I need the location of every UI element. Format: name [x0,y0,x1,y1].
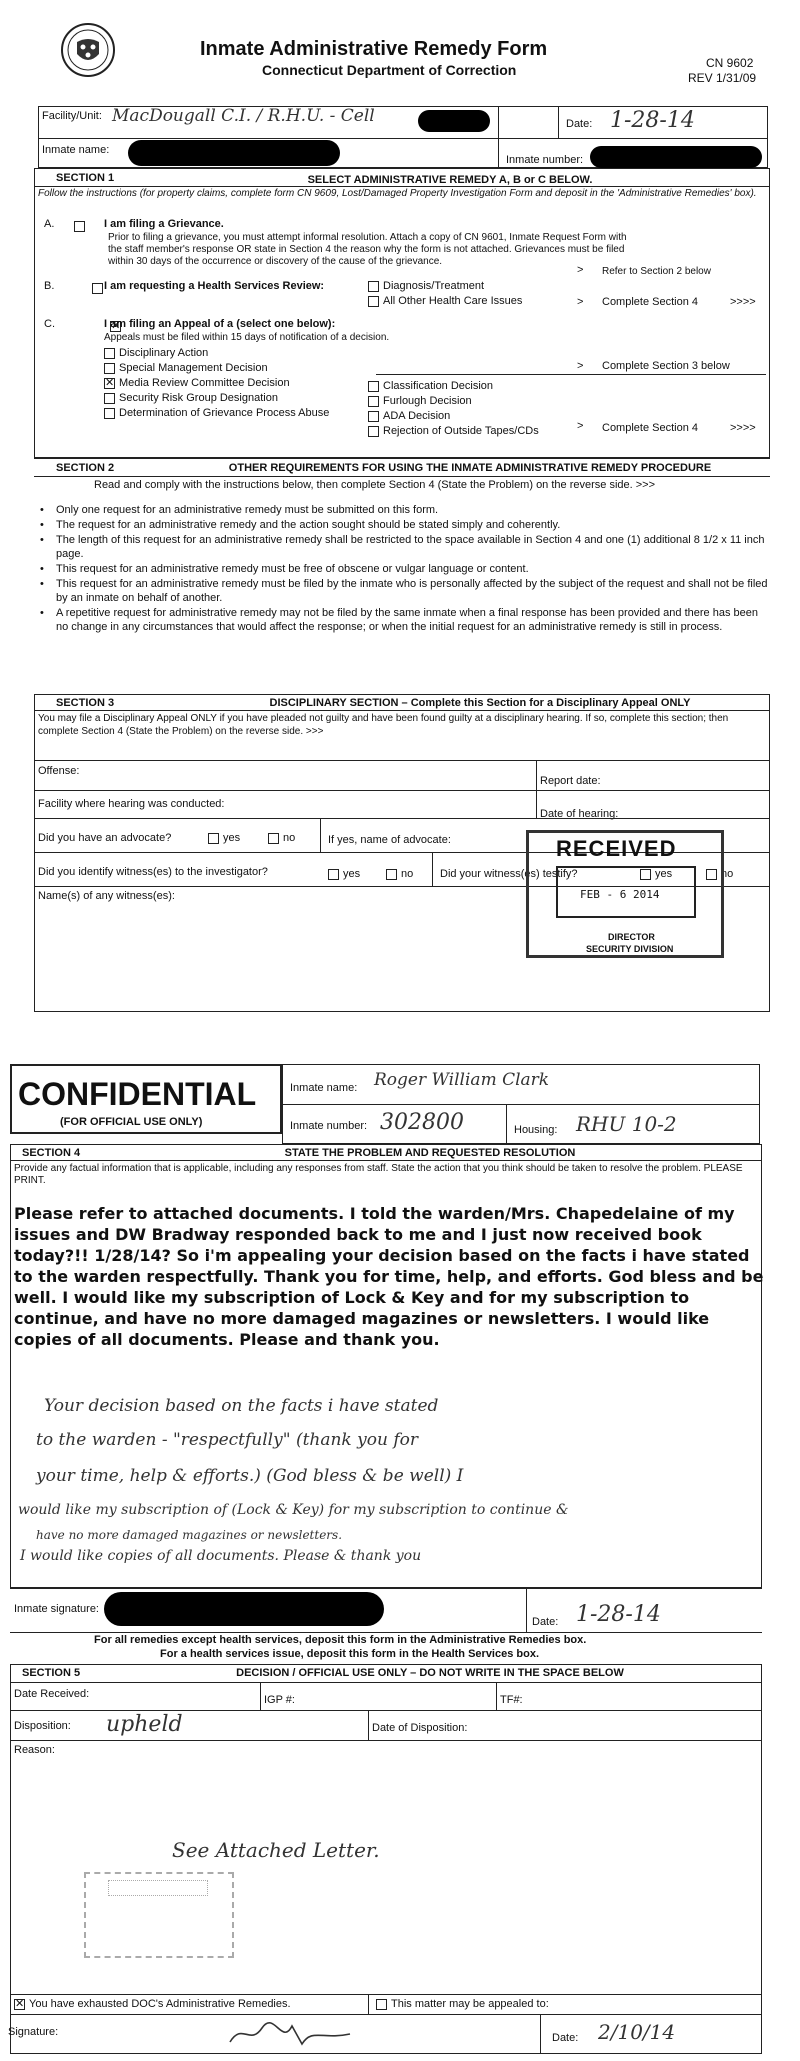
special-mgmt-checkbox[interactable] [104,363,115,374]
testify-yes-label: yes [655,868,673,880]
date-disposition-label: Date of Disposition: [372,1722,468,1734]
option-a-arrow: > [577,264,584,276]
offense-label: Offense: [38,765,80,777]
form-subtitle: Connecticut Department of Correction [262,62,517,78]
section-3-intro: You may file a Disciplinary Appeal ONLY if you have pleaded not guilty and have been found guilty at a disciplinary hearing. If so, complete this section; then complete Section 4 (State the Problem) on the reverse side. >>> [38,713,729,737]
option-c-complete-3: Complete Section 3 below [602,360,730,372]
handwriting-line-3: your time, help & efforts.) (God bless & be well) I [36,1466,464,1486]
date-received-label: Date Received: [14,1688,90,1700]
facility-value: MacDougall C.I. / R.H.U. - Cell [112,106,375,126]
option-a-heading: I am filing a Grievance. [104,218,224,230]
option-c-special: Special Management Decision [119,362,268,374]
advocate-no-checkbox[interactable] [268,833,279,844]
requirement-item: • This request for an administrative remedy must be free of obscene or vulgar language or content. [40,562,770,576]
report-date-label: Report date: [540,775,601,787]
witness-names-label: Name(s) of any witness(es): [38,890,175,902]
requirement-item: • The length of this request for an administrative remedy shall be restricted to the space available in Section 4 and one (1) additional 8 1/2 x 11 inch page. [40,533,770,561]
identify-yes-label: yes [343,868,361,880]
reason-value: See Attached Letter. [172,1838,380,1862]
inmate-name-label: Inmate name: [42,144,110,156]
official-date-value: 2/10/14 [598,2020,676,2044]
section-2-title: OTHER REQUIREMENTS FOR USING THE INMATE ADMINISTRATIVE REMEDY PROCEDURE [228,462,712,474]
redaction-number [590,146,762,168]
witness-testify-question: Did your witness(es) testify? [440,868,578,880]
security-risk-checkbox[interactable] [104,393,115,404]
option-b-heading: I am requesting a Health Services Review: [104,280,325,292]
stamp-title: RECEIVED [556,836,677,861]
appealed-label: This matter may be appealed to: [391,1998,549,2010]
option-c-grievance: Determination of Grievance Process Abuse [119,407,330,419]
section-2-label: SECTION 2 [56,462,115,474]
option-a-text-3: within 30 days of the occurrence or discovery of the cause of the grievance. [108,256,443,267]
confidential-title: CONFIDENTIAL [18,1076,257,1112]
facility-label: Facility/Unit: [42,110,102,122]
appealed-checkbox[interactable] [376,1999,387,2010]
inmate-name-value: Roger William Clark [374,1070,550,1090]
option-b-diagnosis: Diagnosis/Treatment [383,280,485,292]
igp-label: IGP #: [264,1694,295,1706]
form-revision: REV 1/31/09 [688,71,757,85]
housing-label: Housing: [514,1124,558,1136]
option-c-arrow-3: > [577,360,584,372]
inmate-number-label: Inmate number: [506,154,584,166]
disposition-label: Disposition: [14,1720,71,1732]
option-c-classification: Classification Decision [383,380,494,392]
section-2-requirements [40,503,770,635]
health-review-checkbox[interactable] [92,283,103,294]
stamp-line-2: SECURITY DIVISION [586,944,674,954]
option-b-arrow: > [577,296,584,308]
section-1-label: SECTION 1 [56,172,115,184]
disciplinary-checkbox[interactable] [104,348,115,359]
stamp-line-1: DIRECTOR [608,932,655,942]
section-5-label: SECTION 5 [22,1667,81,1679]
form-title: Inmate Administrative Remedy Form [200,38,548,60]
option-c-arrows: >>>> [730,422,756,434]
option-c-disciplinary: Disciplinary Action [119,347,209,359]
option-c-heading: I am filing an Appeal of a (select one below): [104,318,336,330]
furlough-checkbox[interactable] [368,396,379,407]
requirement-item: • The request for an administrative remedy and the action sought should be stated simply and coherently. [40,518,770,532]
connecticut-seal-icon [60,22,116,78]
option-b-letter: B. [44,280,55,292]
option-c-text: Appeals must be filed within 15 days of notification of a decision. [104,332,390,343]
exhausted-label: You have exhausted DOC's Administrative Remedies. [29,1998,291,2010]
signature-date-label: Date: [532,1616,559,1628]
media-review-checkbox[interactable] [104,378,115,389]
advocate-no-label: no [283,832,296,844]
faded-stamp-inner [108,1880,208,1896]
advocate-question: Did you have an advocate? [38,832,172,844]
inmate-name-label-2: Inmate name: [290,1082,358,1094]
official-signature-mark [226,2016,356,2050]
section-3-label: SECTION 3 [56,697,115,709]
section-4-label: SECTION 4 [22,1147,81,1159]
date-value: 1-28-14 [610,108,695,133]
disposition-value: upheld [106,1712,183,1737]
option-c-security: Security Risk Group Designation [119,392,278,404]
option-a-letter: A. [44,218,55,230]
redaction-cell [418,110,490,132]
requirement-item: • A repetitive request for administrative remedy may not be filed by the same inmate when a final response has been provided and there has been no change in any circumstances that would affect the response; or when the initial request for an administrative remedy is still in process. [40,606,770,634]
witness-identify-question: Did you identify witness(es) to the investigator? [38,866,268,878]
inmate-number-label-2: Inmate number: [290,1120,368,1132]
testify-no-label: no [721,868,734,880]
option-c-arrow-4: > [577,420,584,432]
other-health-checkbox[interactable] [368,296,379,307]
inmate-number-value: 302800 [380,1110,464,1135]
official-date-label: Date: [552,2032,579,2044]
section-3-title: DISCIPLINARY SECTION – Complete this Section for a Disciplinary Appeal ONLY [269,697,691,709]
date-hearing-label: Date of hearing: [540,808,619,820]
option-c-furlough: Furlough Decision [383,395,472,407]
inmate-signature-label: Inmate signature: [14,1603,99,1615]
official-use-label: (FOR OFFICIAL USE ONLY) [60,1116,203,1128]
option-a-refer: Refer to Section 2 below [602,266,711,277]
handwriting-line-2: to the warden - "respectfully" (thank you for [36,1430,418,1450]
identify-yes-checkbox[interactable] [328,869,339,880]
form-code: CN 9602 [706,56,754,70]
option-c-rejection: Rejection of Outside Tapes/CDs [383,425,539,437]
tf-label: TF#: [500,1694,523,1706]
reason-label: Reason: [14,1744,55,1756]
identify-no-label: no [401,868,414,880]
signature-date-value: 1-28-14 [576,1602,661,1627]
exhausted-checkbox[interactable] [14,1999,25,2010]
handwriting-line-4: would like my subscription of (Lock & Key) for my subscription to continue & [18,1502,569,1518]
requirement-item: • Only one request for an administrative remedy must be submitted on this form. [40,503,770,517]
grievance-abuse-checkbox[interactable] [104,408,115,419]
housing-value: RHU 10-2 [576,1112,677,1136]
option-c-complete-4: Complete Section 4 [602,422,698,434]
deposit-instruction-2: For a health services issue, deposit this form in the Health Services box. [160,1648,540,1660]
option-a-text-1: Prior to filing a grievance, you must attempt informal resolution. Attach a copy of CN 9601, Inmate Request Form with [108,232,627,243]
option-c-ada: ADA Decision [383,410,451,422]
option-c-media: Media Review Committee Decision [119,377,290,389]
advocate-name-label: If yes, name of advocate: [328,834,451,846]
handwriting-line-6: I would like copies of all documents. Please & thank you [20,1548,422,1564]
section-4-instructions: Provide any factual information that is applicable, including any responses from staff. State the action that you think should be taken to resolve the problem. PLEASE PRINT. [14,1163,743,1186]
redaction-signature [104,1592,384,1626]
rejection-checkbox[interactable] [368,426,379,437]
diagnosis-checkbox[interactable] [368,281,379,292]
handwriting-line-5: have no more damaged magazines or newsletters. [36,1528,343,1542]
option-b-other: All Other Health Care Issues [383,295,523,307]
deposit-instruction-1: For all remedies except health services, deposit this form in the Administrative Remedies box. [94,1634,587,1646]
ada-checkbox[interactable] [368,411,379,422]
identify-no-checkbox[interactable] [386,869,397,880]
stamp-date: FEB - 6 2014 [580,888,660,901]
official-signature-label: Signature: [8,2026,59,2038]
requirement-item: • This request for an administrative remedy must be filed by the inmate who is personally affected by the subject of the request and shall not be filed by an inmate on behalf of another. [40,577,770,605]
grievance-checkbox[interactable] [74,221,85,232]
option-a-text-2: the staff member's response OR state in Section 4 the reason why the form is not attached. Grievances must be filed [108,244,625,255]
section-5-title: DECISION / OFFICIAL USE ONLY – DO NOT WRITE IN THE SPACE BELOW [236,1667,624,1679]
section-2-intro: Read and comply with the instructions below, then complete Section 4 (State the Problem) on the reverse side. >>> [94,479,656,491]
section-1-title: SELECT ADMINISTRATIVE REMEDY A, B or C BELOW. [307,174,593,186]
classification-checkbox[interactable] [368,381,379,392]
problem-statement: Please refer to attached documents. I told the warden/Mrs. Chapedelaine of my issues and DW Bradway responded back to me and I just now received book today?!! 1/28/14? So i'm appealing your decision based on the facts i have stated to the warden respectfully. Thank you for time, help, and efforts. God bless and be well. I would like my subscription of Lock & Key and for my subscription to continue, and have no more damaged magazines or newsletters. I would like copies of all documents. Please and thank you. [14,1204,764,1349]
advocate-yes-label: yes [223,832,241,844]
option-b-arrows: >>>> [730,296,756,308]
redaction-name [128,140,340,166]
section-1-instructions: Follow the instructions (for property claims, complete form CN 9609, Lost/Damaged Property Investigation Form and deposit in the 'Administrative Remedies' box). [38,188,757,199]
option-b-complete: Complete Section 4 [602,296,698,308]
handwriting-line-1: Your decision based on the facts i have stated [44,1396,439,1416]
option-c-letter: C. [44,318,55,330]
date-label: Date: [566,118,593,130]
section-4-title: STATE THE PROBLEM AND REQUESTED RESOLUTION [284,1147,576,1159]
advocate-yes-checkbox[interactable] [208,833,219,844]
facility-hearing-label: Facility where hearing was conducted: [38,798,225,810]
